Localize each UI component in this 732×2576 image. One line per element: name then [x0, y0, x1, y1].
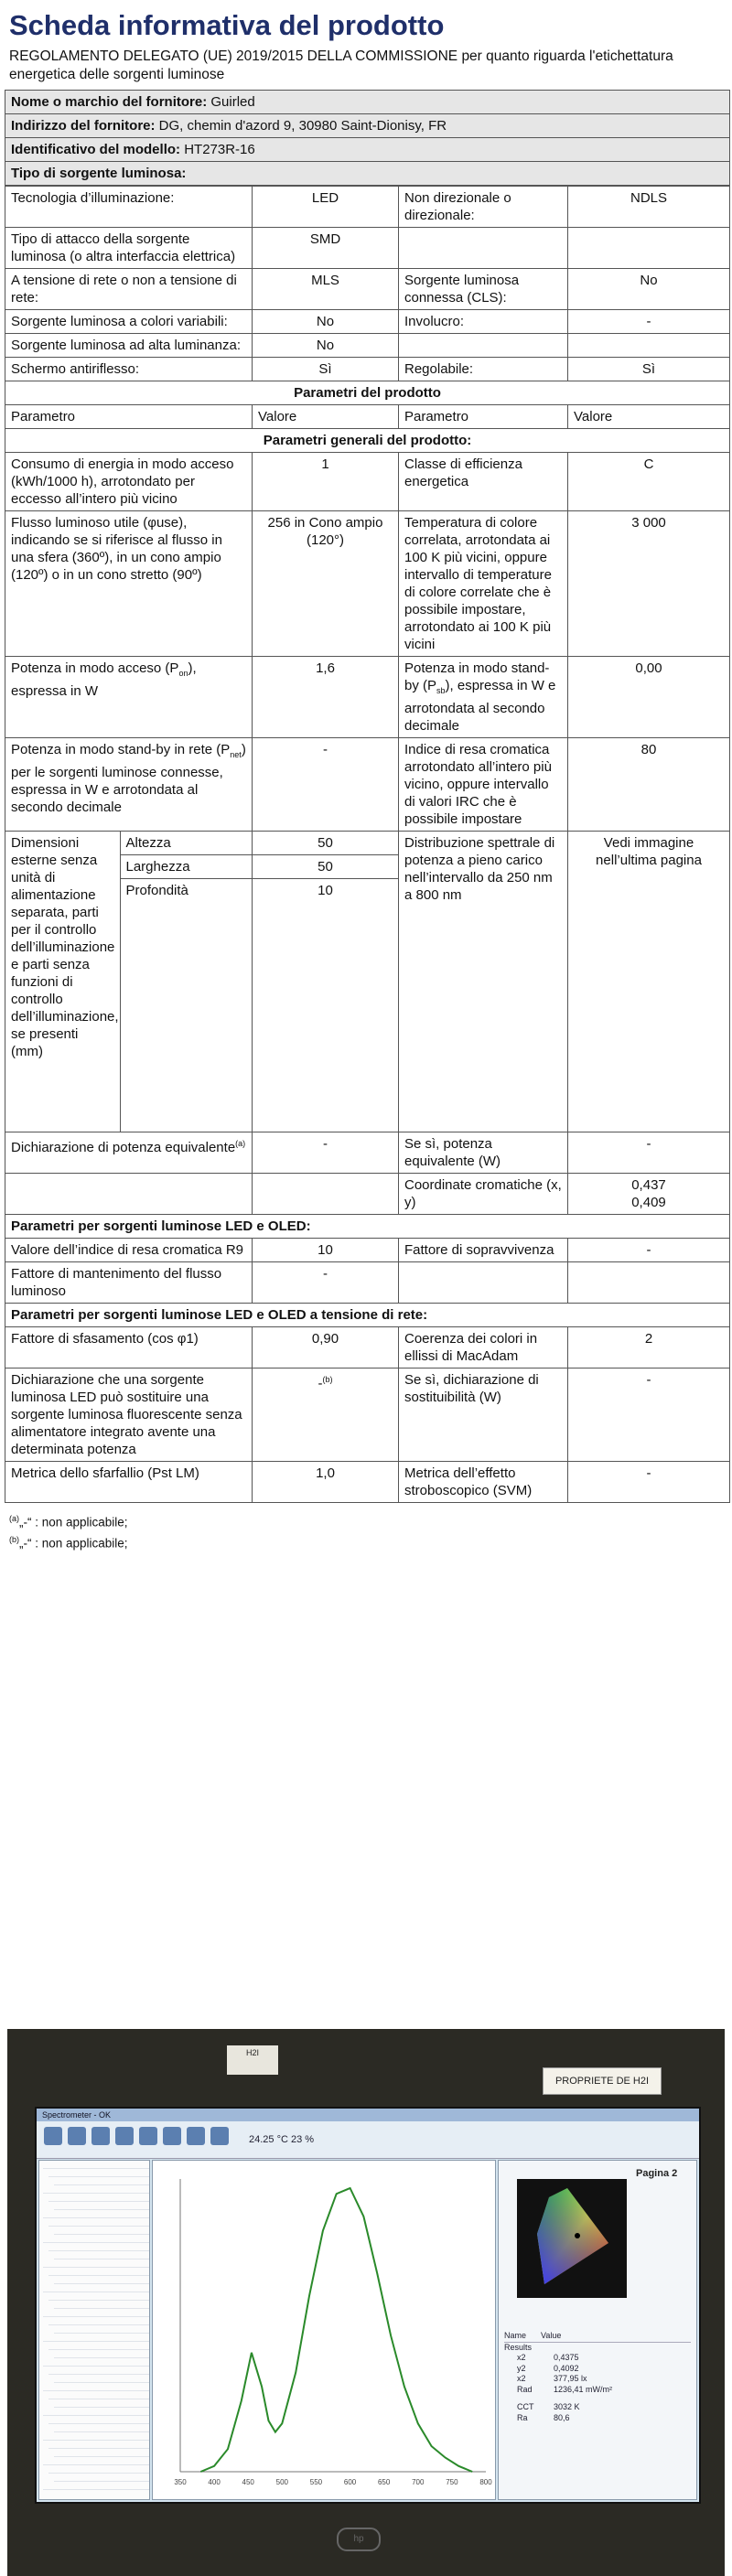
- type-label: [399, 228, 568, 269]
- cie-chart: [517, 2179, 627, 2298]
- type-value: NDLS: [568, 187, 730, 228]
- toolbar-icon[interactable]: [68, 2127, 86, 2145]
- param-value: 1: [253, 453, 399, 511]
- depth-label: Profondità: [120, 879, 252, 1132]
- replace-label: Dichiarazione che una sorgente luminosa LED può sostituire una sorgente luminosa fluorescente senza alimentatore integrato avente una determinata potenza: [5, 1368, 253, 1462]
- spectrometer-photo: [7, 2029, 725, 2576]
- param-row: [5, 738, 730, 832]
- type-label: Sorgente luminosa a colori variabili:: [5, 310, 253, 334]
- pon-value: 1,6: [253, 657, 399, 738]
- regulation-text: REGOLAMENTO DELEGATO (UE) 2019/2015 DELLA COMMISSIONE per quanto riguarda l'etichettatura energetica delle sorgenti luminose: [9, 48, 673, 82]
- x-tick-label: 350: [174, 2478, 187, 2486]
- supplier-name-label: Nome o marchio del fornitore:: [11, 94, 208, 110]
- tree-row[interactable]: [54, 2424, 149, 2432]
- type-label: Tecnologia d’illuminazione:: [5, 187, 253, 228]
- page-label: Pagina 2: [636, 2168, 678, 2179]
- pon-label: Potenza in modo acceso $(P_{on})$, espressa in W: [5, 657, 253, 738]
- app-title-bar: Spectrometer - OK: [37, 2109, 699, 2121]
- type-label: [399, 334, 568, 358]
- macadam-label: Coerenza dei colori in ellissi di MacAdam: [399, 1327, 568, 1368]
- type-value: Sì: [568, 358, 730, 381]
- dimensions-values-cell: [253, 832, 399, 1132]
- tree-row[interactable]: [48, 2465, 149, 2474]
- supplier-address-row: [5, 114, 730, 138]
- sticker-tag: H2I: [227, 2045, 278, 2075]
- equiv-power-value: -: [568, 1132, 730, 1174]
- svm-value: -: [568, 1462, 730, 1503]
- depth-value: 10: [318, 883, 333, 898]
- tree-row[interactable]: [54, 2227, 149, 2235]
- tree-row[interactable]: [48, 2169, 149, 2177]
- type-value: [568, 334, 730, 358]
- spd-label: Distribuzione spettrale di potenza a pieno carico nell’intervallo da 250 nm a 800 nm: [399, 832, 568, 1132]
- param-label: Classe di efficienza energetica: [399, 453, 568, 511]
- tree-row[interactable]: [54, 2301, 149, 2309]
- light-source-type-heading: Tipo di sorgente luminosa:: [5, 162, 730, 186]
- tree-row[interactable]: [43, 2334, 149, 2342]
- result-row: CCT 3032 K: [517, 2402, 580, 2411]
- supplier-address-label: Indirizzo del fornitore:: [11, 118, 156, 134]
- result-row: y2 0,4092: [517, 2363, 579, 2373]
- param-row: [5, 1462, 730, 1503]
- tree-row[interactable]: [54, 2474, 149, 2482]
- param-value: 3 000: [568, 511, 730, 657]
- cie-gamut-overlay: [537, 2188, 608, 2284]
- param-row: [5, 453, 730, 511]
- dimensions-row: [5, 832, 730, 1132]
- tree-row[interactable]: [48, 2317, 149, 2325]
- r9-label: Valore dell’indice di resa cromatica R9: [5, 1239, 253, 1262]
- type-value: -: [568, 310, 730, 334]
- spectrum-chart: [153, 2161, 495, 2499]
- width-value: 50: [253, 855, 398, 879]
- product-params-heading: Parametri del prodotto: [5, 381, 730, 405]
- tree-row[interactable]: [54, 2177, 149, 2185]
- replace-value: -$^{(b)}$: [253, 1368, 399, 1462]
- supplier-name-value: Guirled: [210, 94, 255, 110]
- hp-logo: hp: [337, 2528, 381, 2551]
- power-decl-value: -: [253, 1132, 399, 1174]
- tree-row[interactable]: [43, 2408, 149, 2416]
- x-tick-label: 400: [208, 2478, 221, 2486]
- tree-row[interactable]: [48, 2268, 149, 2276]
- replace-equiv-label: Se sì, dichiarazione di sostituibilità (W): [399, 1368, 568, 1462]
- x-tick-label: 450: [242, 2478, 254, 2486]
- type-label: Sorgente luminosa connessa (CLS):: [399, 269, 568, 310]
- tree-row[interactable]: [54, 2350, 149, 2358]
- result-row: x2 377,95 lx: [517, 2374, 587, 2383]
- tree-row[interactable]: [48, 2441, 149, 2449]
- pnet-label: Potenza in modo stand-by in rete $(P_{net})$ per le sorgenti luminose connesse, espressa in W e arrotondata al secondo decimale: [5, 738, 253, 832]
- temperature-readout: 24.25 °C 23 %: [249, 2134, 315, 2145]
- psb-value: 0,00: [568, 657, 730, 738]
- x-tick-label: 550: [309, 2478, 323, 2486]
- tree-row[interactable]: [43, 2457, 149, 2465]
- x-tick-label: 650: [377, 2478, 391, 2486]
- spd-value: Vedi immagine nell’ultima pagina: [568, 832, 730, 1132]
- document-title: Scheda informativa del prodotto: [9, 9, 445, 41]
- footnotes: [9, 1510, 732, 1551]
- supplier-table: [5, 90, 730, 186]
- type-row: [5, 310, 730, 334]
- tree-row[interactable]: [48, 2416, 149, 2424]
- results-title: Results: [504, 2342, 533, 2352]
- param-label: Flusso luminoso utile (φuse), indicando se si riferisce al flusso in una sfera (360º), in un cono ampio (120º) o in un cono stretto (90º): [5, 511, 253, 657]
- type-row: [5, 228, 730, 269]
- param-row: [5, 1239, 730, 1262]
- type-value: No: [253, 310, 399, 334]
- col-param-header: Parametro: [5, 405, 253, 429]
- survival-value: -: [568, 1239, 730, 1262]
- type-value: MLS: [253, 269, 399, 310]
- type-label: Sorgente luminosa ad alta luminanza:: [5, 334, 253, 358]
- tree-row[interactable]: [43, 2185, 149, 2194]
- cie-point-marker: [575, 2233, 580, 2238]
- cri-value: 80: [568, 738, 730, 832]
- toolbar-icon[interactable]: [139, 2127, 157, 2145]
- laptop-screen: [35, 2107, 701, 2504]
- type-label: Tipo di attacco della sorgente luminosa (o altra interfaccia elettrica): [5, 228, 253, 269]
- column-headers: [5, 405, 730, 429]
- spectrum-line: [200, 2188, 472, 2472]
- app-toolbar: [37, 2121, 699, 2159]
- type-row: [5, 334, 730, 358]
- type-label: Non direzionale o direzionale:: [399, 187, 568, 228]
- toolbar-icon[interactable]: [210, 2127, 229, 2145]
- type-label: Schermo antiriflesso:: [5, 358, 253, 381]
- cos-label: Fattore di sfasamento (cos φ1): [5, 1327, 253, 1368]
- x-tick-label: 700: [412, 2478, 425, 2486]
- tree-row[interactable]: [43, 2358, 149, 2367]
- param-row: [5, 511, 730, 657]
- empty-cell: [253, 1174, 399, 1215]
- psb-label: Potenza in modo stand-by $(P_{sb})$, espressa in W e arrotondata al secondo decimale: [399, 657, 568, 738]
- cos-value: 0,90: [253, 1327, 399, 1368]
- toolbar-icon[interactable]: [115, 2127, 134, 2145]
- supplier-name-row: [5, 91, 730, 114]
- col-value-header: Valore: [568, 405, 730, 429]
- property-label: PROPRIETE DE H2I: [543, 2067, 662, 2095]
- empty-cell: [568, 1262, 730, 1304]
- model-row: [5, 138, 730, 162]
- footnote-b: $^{(b)}$„-“ : non applicabile;: [9, 1534, 128, 1550]
- tree-row[interactable]: [54, 2325, 149, 2334]
- tree-row[interactable]: [48, 2194, 149, 2202]
- survival-label: Fattore di sopravvivenza: [399, 1239, 568, 1262]
- chroma-value: 0,437 0,409: [568, 1174, 730, 1215]
- type-value: Sì: [253, 358, 399, 381]
- tree-row[interactable]: [54, 2375, 149, 2383]
- tree-row[interactable]: [48, 2391, 149, 2399]
- maint-label: Fattore di mantenimento del flusso luminoso: [5, 1262, 253, 1304]
- param-row: [5, 1327, 730, 1368]
- model-value: HT273R-16: [184, 142, 255, 157]
- spectrum-plot-panel: [152, 2160, 496, 2500]
- r9-value: 10: [253, 1239, 399, 1262]
- supplier-address-value: DG, chemin d'azord 9, 30980 Saint-Dionisy, FR: [158, 118, 447, 134]
- x-tick-label: 500: [275, 2478, 289, 2486]
- type-row: [5, 358, 730, 381]
- result-row: Rad 1236,41 mW/m²: [517, 2384, 613, 2394]
- type-value: [568, 228, 730, 269]
- type-label: Involucro:: [399, 310, 568, 334]
- chroma-label: Coordinate cromatiche (x, y): [399, 1174, 568, 1215]
- type-value: No: [253, 334, 399, 358]
- pnet-value: -: [253, 738, 399, 832]
- model-label: Identificativo del modello:: [11, 142, 181, 157]
- param-row: [5, 657, 730, 738]
- type-row: [5, 269, 730, 310]
- type-label: A tensione di rete o non a tensione di rete:: [5, 269, 253, 310]
- equiv-power-label: Se sì, potenza equivalente (W): [399, 1132, 568, 1174]
- type-value: LED: [253, 187, 399, 228]
- tree-row[interactable]: [48, 2218, 149, 2227]
- param-row: [5, 1132, 730, 1174]
- power-decl-label: Dichiarazione di potenza equivalente$^{(a)}$: [5, 1132, 253, 1174]
- dimensions-cell: [5, 832, 253, 1132]
- x-tick-label: 600: [343, 2478, 357, 2486]
- toolbar-icon[interactable]: [163, 2127, 181, 2145]
- results-panel: [498, 2160, 697, 2500]
- tree-row[interactable]: [48, 2342, 149, 2350]
- tree-row[interactable]: [43, 2161, 149, 2169]
- replace-equiv-value: -: [568, 1368, 730, 1462]
- cie-diagram: [517, 2179, 627, 2298]
- result-row: x2 0,4375: [517, 2353, 579, 2362]
- tree-row[interactable]: [48, 2292, 149, 2301]
- tree-row[interactable]: [43, 2309, 149, 2317]
- tree-row[interactable]: [54, 2449, 149, 2457]
- type-value: No: [568, 269, 730, 310]
- tree-row[interactable]: [54, 2399, 149, 2408]
- dimensions-subtable: [5, 832, 252, 1132]
- tree-row[interactable]: [43, 2482, 149, 2490]
- tree-row[interactable]: [48, 2243, 149, 2251]
- col-value-header: Valore: [253, 405, 399, 429]
- tree-row[interactable]: [54, 2276, 149, 2284]
- tree-row[interactable]: [43, 2259, 149, 2268]
- tree-row[interactable]: [43, 2235, 149, 2243]
- cri-label: Indice di resa cromatica arrotondato all’intero più vicino, oppure intervallo di valori IRC che è possibile impostare: [399, 738, 568, 832]
- height-value: 50: [253, 832, 398, 855]
- param-label: Consumo di energia in modo acceso (kWh/1000 h), arrotondato per eccesso all’intero più vicino: [5, 453, 253, 511]
- param-value: 256 in Cono ampio (120°): [253, 511, 399, 657]
- type-label: Regolabile:: [399, 358, 568, 381]
- mains-heading: Parametri per sorgenti luminose LED e OLED a tensione di rete:: [5, 1304, 730, 1327]
- col-param-header: Parametro: [399, 405, 568, 429]
- param-row: [5, 1368, 730, 1462]
- width-label: Larghezza: [120, 855, 252, 879]
- toolbar-icon[interactable]: [92, 2127, 110, 2145]
- param-value: C: [568, 453, 730, 511]
- type-row: [5, 187, 730, 228]
- empty-cell: [5, 1174, 253, 1215]
- type-value: SMD: [253, 228, 399, 269]
- general-params-heading: Parametri generali del prodotto:: [5, 429, 730, 453]
- param-label: Temperatura di colore correlata, arrotondata ai 100 K più vicini, oppure intervallo di temperature di colore correlate che è possibile impostare, arrotondato ai 100 K più vicini: [399, 511, 568, 657]
- x-tick-label: 750: [446, 2478, 458, 2486]
- tree-row[interactable]: [43, 2284, 149, 2292]
- pst-value: 1,0: [253, 1462, 399, 1503]
- results-table: Name Value Results x2 0,4375 y2 0,4092 x2 377,95 lx Rad 1236,41 mW/m² CCT 3032 K Ra 80,6: [504, 2331, 691, 2423]
- empty-cell: [399, 1262, 568, 1304]
- maint-value: -: [253, 1262, 399, 1304]
- toolbar-icon[interactable]: [44, 2127, 62, 2145]
- led-oled-heading: Parametri per sorgenti luminose LED e OLED:: [5, 1215, 730, 1239]
- tree-row[interactable]: [43, 2432, 149, 2441]
- tree-row[interactable]: [43, 2383, 149, 2391]
- svm-label: Metrica dell’effetto stroboscopico (SVM): [399, 1462, 568, 1503]
- height-label: Altezza: [120, 832, 252, 855]
- dimensions-label: Dimensioni esterne senza unità di alimentazione separata, parti per il controllo dell’illuminazione e parti senza funzioni di controllo dell’illuminazione, se presenti (mm): [5, 832, 120, 1132]
- footnote-a: $^{(a)}$„-“ : non applicabile;: [9, 1514, 128, 1530]
- tree-row[interactable]: [54, 2251, 149, 2259]
- x-tick-label: 800: [479, 2478, 492, 2486]
- param-row: [5, 1262, 730, 1304]
- macadam-value: 2: [568, 1327, 730, 1368]
- light-source-type-table: [5, 186, 730, 1503]
- tree-row[interactable]: [48, 2367, 149, 2375]
- tree-row[interactable]: [54, 2202, 149, 2210]
- result-row: Ra 80,6: [517, 2412, 570, 2422]
- measurement-tree-panel[interactable]: [38, 2160, 150, 2500]
- param-row: [5, 1174, 730, 1215]
- toolbar-icon[interactable]: [187, 2127, 205, 2145]
- tree-row[interactable]: [43, 2210, 149, 2218]
- pst-label: Metrica dello sfarfallio (Pst LM): [5, 1462, 253, 1503]
